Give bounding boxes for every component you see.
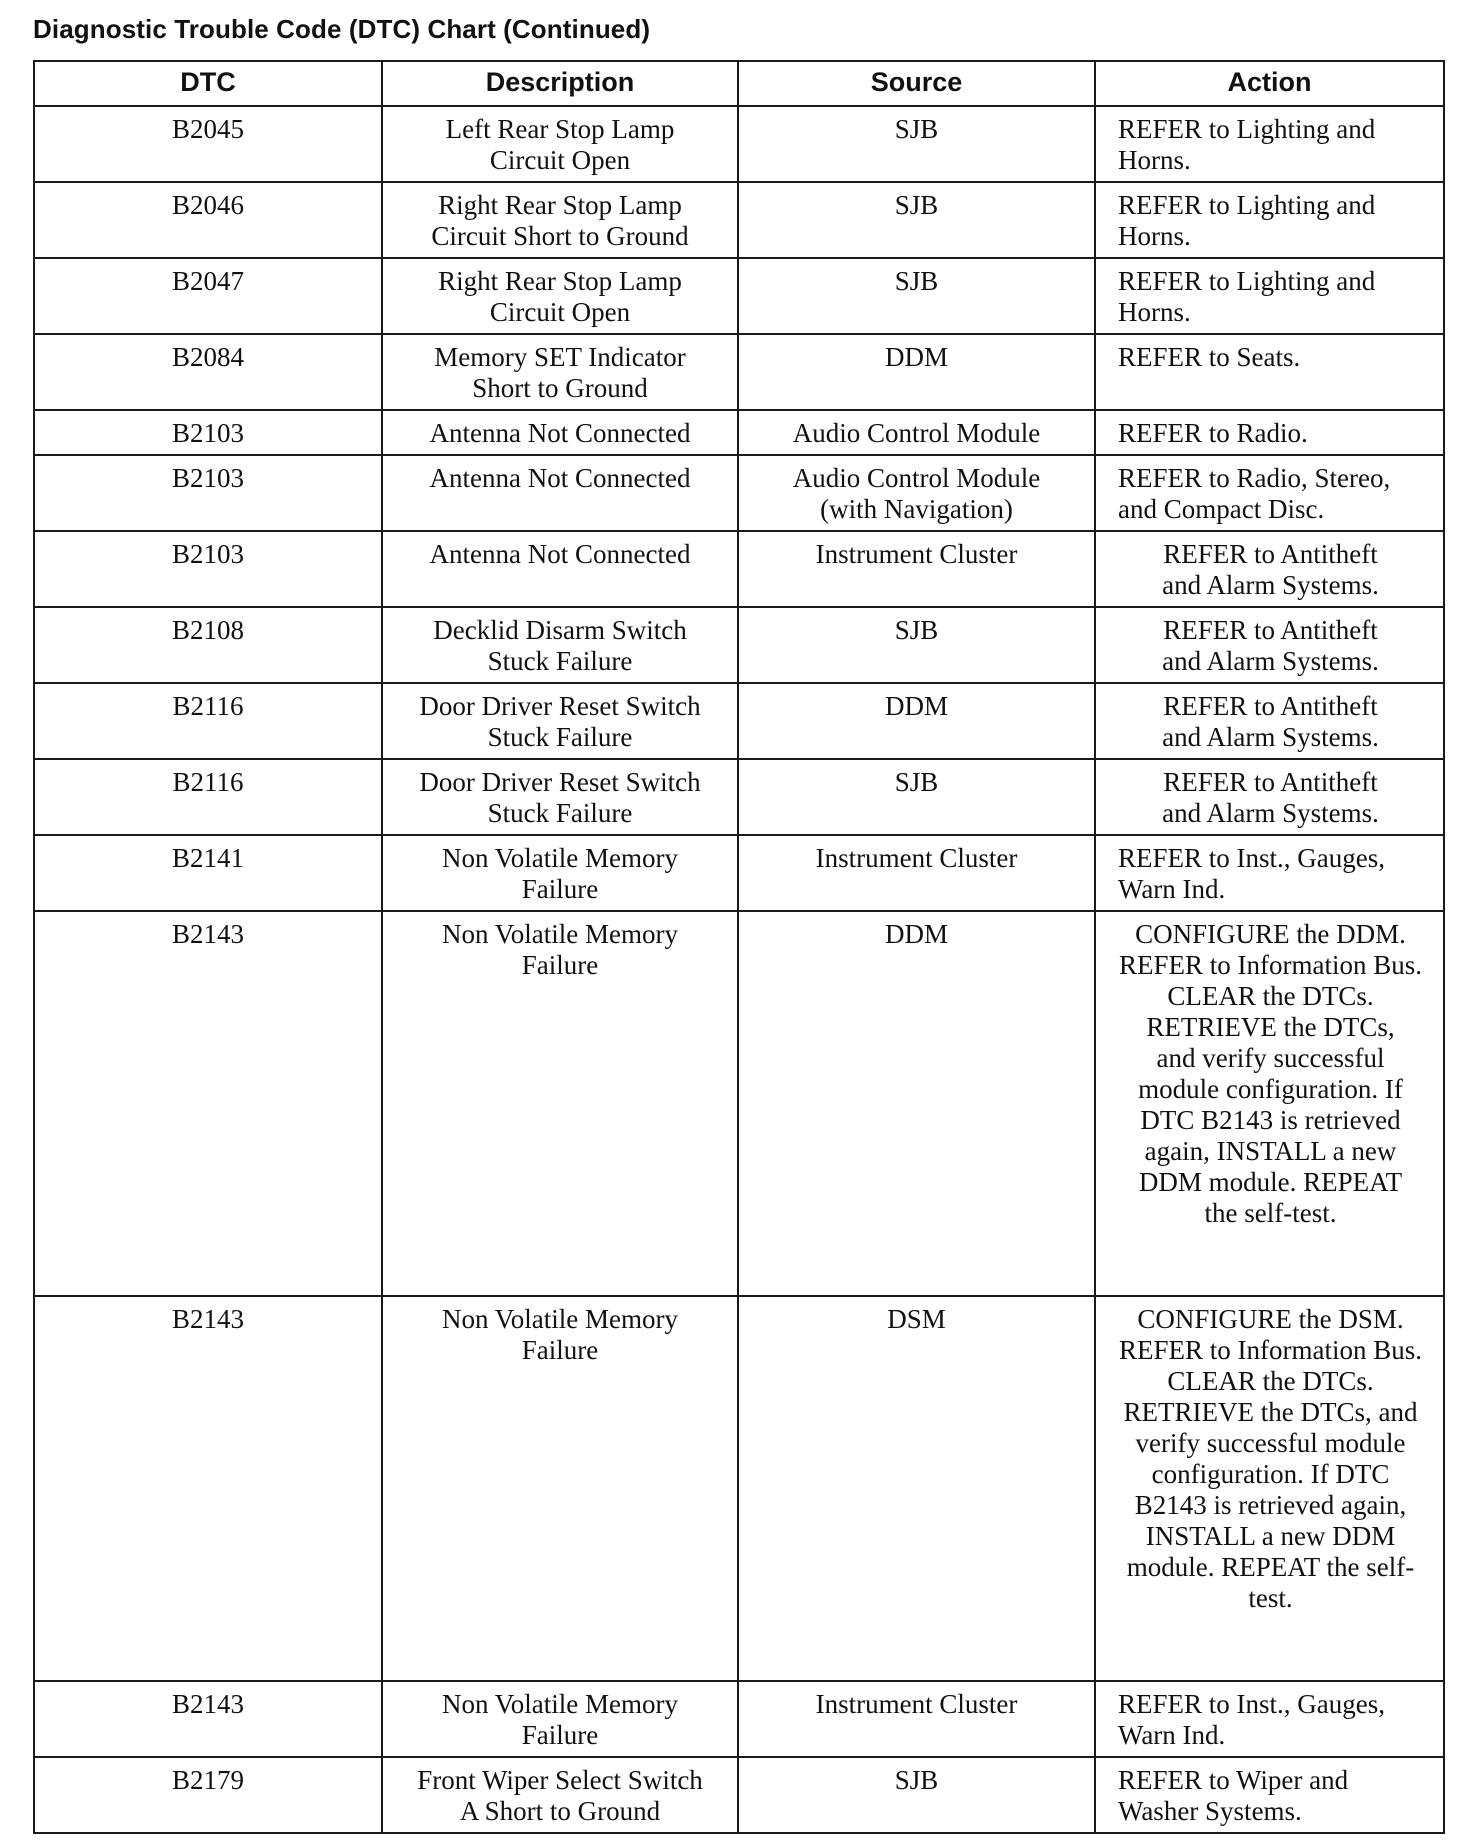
table-row xyxy=(34,1296,1444,1681)
cell-description: Door Driver Reset Switch Stuck Failure xyxy=(382,683,738,759)
cell-dtc: B2103 xyxy=(34,531,382,607)
cell-dtc: B2046 xyxy=(34,182,382,258)
cell-source: Instrument Cluster xyxy=(738,531,1095,607)
table-header-row xyxy=(34,61,1444,106)
cell-description: Non Volatile Memory Failure xyxy=(382,911,738,1296)
cell-source: SJB xyxy=(738,607,1095,683)
cell-action: REFER to Radio, Stereo, and Compact Disc. xyxy=(1095,455,1444,531)
cell-action: REFER to Wiper and Washer Systems. xyxy=(1095,1757,1444,1833)
table-row xyxy=(34,1681,1444,1757)
table-row xyxy=(34,258,1444,334)
table-row xyxy=(34,911,1444,1296)
cell-source: SJB xyxy=(738,759,1095,835)
table-row xyxy=(34,106,1444,182)
cell-description: Non Volatile Memory Failure xyxy=(382,1681,738,1757)
cell-source: SJB xyxy=(738,182,1095,258)
table-row xyxy=(34,182,1444,258)
cell-dtc: B2108 xyxy=(34,607,382,683)
cell-action: REFER to Inst., Gauges, Warn Ind. xyxy=(1095,835,1444,911)
cell-dtc: B2143 xyxy=(34,1681,382,1757)
table-row xyxy=(34,759,1444,835)
cell-dtc: B2141 xyxy=(34,835,382,911)
table-row xyxy=(34,410,1444,455)
table-row xyxy=(34,531,1444,607)
cell-action: REFER to Antitheft and Alarm Systems. xyxy=(1095,683,1444,759)
table-row xyxy=(34,683,1444,759)
cell-source: Audio Control Module (with Navigation) xyxy=(738,455,1095,531)
table-row xyxy=(34,607,1444,683)
cell-action: REFER to Radio. xyxy=(1095,410,1444,455)
cell-action: REFER to Lighting and Horns. xyxy=(1095,258,1444,334)
table-row xyxy=(34,835,1444,911)
dtc-table xyxy=(33,60,1445,1834)
column-header-dtc: DTC xyxy=(34,61,382,106)
cell-source: DDM xyxy=(738,334,1095,410)
cell-source: SJB xyxy=(738,1757,1095,1833)
cell-source: DSM xyxy=(738,1296,1095,1681)
cell-description: Front Wiper Select Switch A Short to Ground xyxy=(382,1757,738,1833)
cell-source: Instrument Cluster xyxy=(738,835,1095,911)
cell-description: Door Driver Reset Switch Stuck Failure xyxy=(382,759,738,835)
table-row xyxy=(34,334,1444,410)
cell-action: CONFIGURE the DSM. REFER to Information Bus. CLEAR the DTCs. RETRIEVE the DTCs, and verify successful module configuration. If DTC B2143 is retrieved again, INSTALL a new DDM module. REPEAT the self- test. xyxy=(1095,1296,1444,1681)
cell-source: Instrument Cluster xyxy=(738,1681,1095,1757)
cell-dtc: B2103 xyxy=(34,455,382,531)
cell-action: REFER to Antitheft and Alarm Systems. xyxy=(1095,759,1444,835)
column-header-source: Source xyxy=(738,61,1095,106)
cell-dtc: B2116 xyxy=(34,759,382,835)
cell-action: CONFIGURE the DDM. REFER to Information Bus. CLEAR the DTCs. RETRIEVE the DTCs, and verify successful module configuration. If DTC B2143 is retrieved again, INSTALL a new DDM module. REPEAT the self-test. xyxy=(1095,911,1444,1296)
cell-dtc: B2045 xyxy=(34,106,382,182)
cell-dtc: B2084 xyxy=(34,334,382,410)
table-row xyxy=(34,1757,1444,1833)
cell-source: DDM xyxy=(738,911,1095,1296)
cell-action: REFER to Lighting and Horns. xyxy=(1095,182,1444,258)
cell-source: SJB xyxy=(738,106,1095,182)
cell-description: Left Rear Stop Lamp Circuit Open xyxy=(382,106,738,182)
cell-source: SJB xyxy=(738,258,1095,334)
cell-action: REFER to Seats. xyxy=(1095,334,1444,410)
cell-source: DDM xyxy=(738,683,1095,759)
cell-dtc: B2103 xyxy=(34,410,382,455)
cell-source: Audio Control Module xyxy=(738,410,1095,455)
cell-description: Non Volatile Memory Failure xyxy=(382,1296,738,1681)
cell-dtc: B2143 xyxy=(34,1296,382,1681)
cell-dtc: B2179 xyxy=(34,1757,382,1833)
cell-description: Memory SET Indicator Short to Ground xyxy=(382,334,738,410)
cell-action: REFER to Antitheft and Alarm Systems. xyxy=(1095,531,1444,607)
cell-action: REFER to Antitheft and Alarm Systems. xyxy=(1095,607,1444,683)
cell-action: REFER to Inst., Gauges, Warn Ind. xyxy=(1095,1681,1444,1757)
cell-description: Antenna Not Connected xyxy=(382,531,738,607)
cell-description: Antenna Not Connected xyxy=(382,410,738,455)
column-header-description: Description xyxy=(382,61,738,106)
cell-action: REFER to Lighting and Horns. xyxy=(1095,106,1444,182)
page-title: Diagnostic Trouble Code (DTC) Chart (Continued) xyxy=(33,14,651,44)
cell-description: Right Rear Stop Lamp Circuit Short to Ground xyxy=(382,182,738,258)
column-header-action: Action xyxy=(1095,61,1444,106)
table-row xyxy=(34,455,1444,531)
cell-dtc: B2116 xyxy=(34,683,382,759)
cell-description: Decklid Disarm Switch Stuck Failure xyxy=(382,607,738,683)
cell-description: Right Rear Stop Lamp Circuit Open xyxy=(382,258,738,334)
cell-dtc: B2047 xyxy=(34,258,382,334)
cell-description: Non Volatile Memory Failure xyxy=(382,835,738,911)
cell-dtc: B2143 xyxy=(34,911,382,1296)
cell-description: Antenna Not Connected xyxy=(382,455,738,531)
